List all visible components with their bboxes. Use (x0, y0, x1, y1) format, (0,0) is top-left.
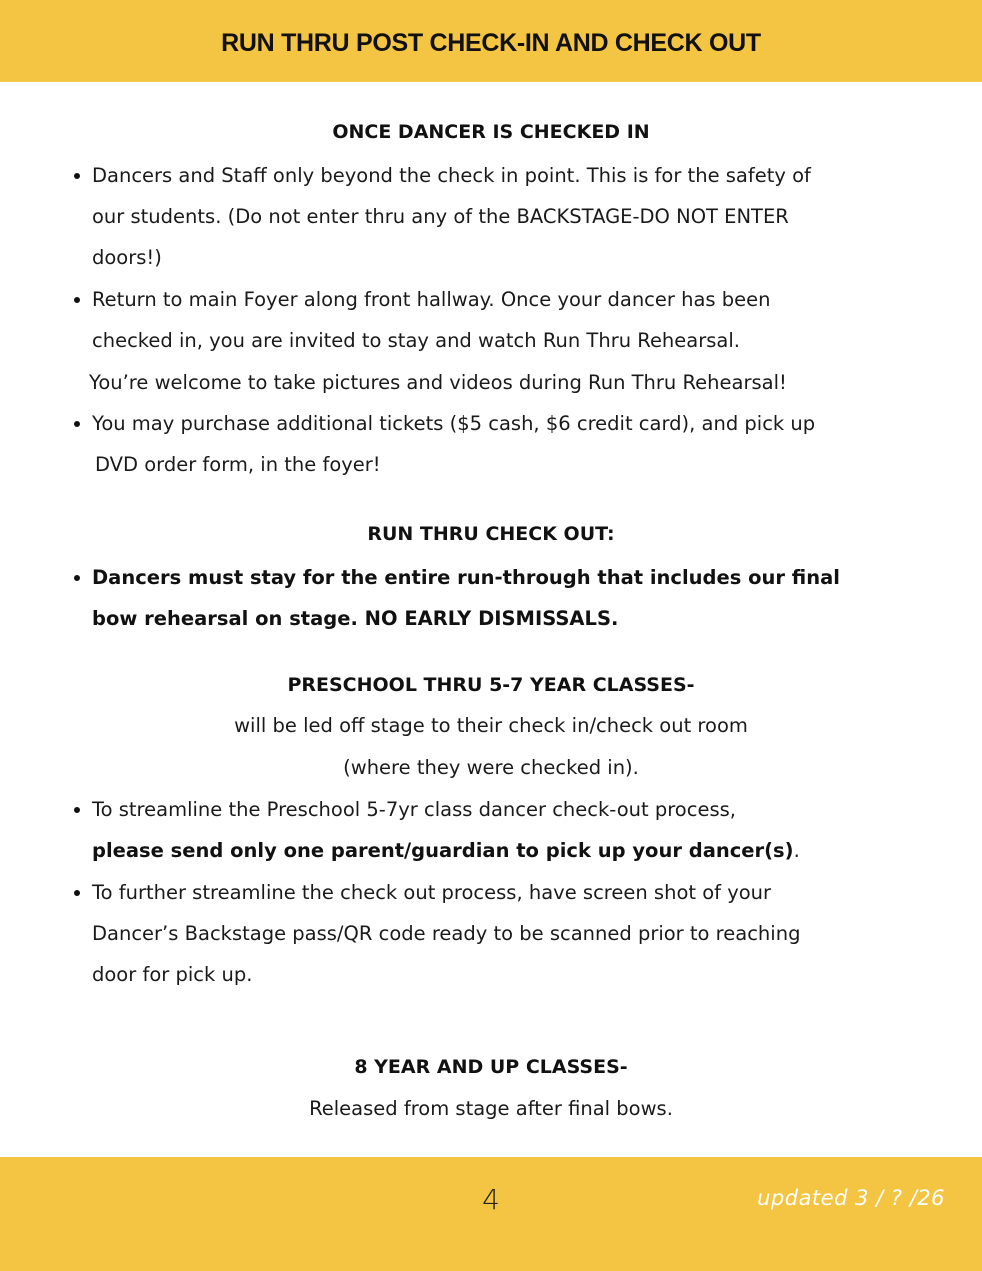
body-text-line-bold: Dancers must stay for the entire run-through that includes our final (92, 566, 840, 589)
section-heading-preschool: PRESCHOOL THRU 5-7 YEAR CLASSES- (287, 674, 695, 696)
body-text-line: You may purchase additional tickets ($5 cash, $6 credit card), and pick up (92, 412, 816, 435)
section-heading-checked-in: ONCE DANCER IS CHECKED IN (332, 121, 650, 143)
body-text-line: Dancers and Staff only beyond the check in point. This is for the safety of (92, 164, 811, 187)
section-subtext: will be led off stage to their check in/check out room (234, 714, 748, 737)
bullet-icon (73, 403, 81, 444)
page-number: 4 (482, 1183, 500, 1216)
body-text-line: our students. (Do not enter thru any of the BACKSTAGE-DO NOT ENTER (92, 205, 789, 228)
page-title: RUN THRU POST CHECK-IN AND CHECK OUT (221, 28, 761, 57)
body-text-line: To streamline the Preschool 5-7yr class dancer check-out process, (92, 798, 736, 821)
bullet-icon (73, 155, 81, 196)
body-text-line: doors!) (92, 246, 162, 269)
bullet-icon (73, 557, 81, 598)
section-heading-8-and-up: 8 YEAR AND UP CLASSES- (354, 1056, 628, 1078)
body-text-line: You’re welcome to take pictures and videos during Run Thru Rehearsal! (89, 371, 787, 394)
body-text-line-mixed (92, 830, 912, 871)
body-text-line-bold: bow rehearsal on stage. NO EARLY DISMISSALS. (92, 607, 619, 630)
punctuation: . (793, 839, 800, 862)
body-text-line: Dancer’s Backstage pass/QR code ready to be scanned prior to reaching (92, 922, 801, 945)
body-text-line: door for pick up. (92, 963, 253, 986)
bullet-icon (73, 872, 81, 913)
body-text-line: To further streamline the check out process, have screen shot of your (92, 881, 772, 904)
bullet-icon (73, 789, 81, 830)
section-subtext: Released from stage after final bows. (309, 1097, 673, 1120)
body-text-line: DVD order form, in the foyer! (95, 453, 381, 476)
body-text-line: Return to main Foyer along front hallway. Once your dancer has been (92, 288, 771, 311)
section-subtext: (where they were checked in). (343, 756, 639, 779)
header-band (0, 0, 982, 82)
section-heading-check-out: RUN THRU CHECK OUT: (367, 523, 615, 545)
emphasis-text: please send only one parent/guardian to pick up your dancer(s) (92, 839, 794, 862)
body-text-line: checked in, you are invited to stay and watch Run Thru Rehearsal. (92, 329, 740, 352)
bullet-icon (73, 279, 81, 320)
updated-date: updated 3 / ? /26 (757, 1186, 945, 1210)
